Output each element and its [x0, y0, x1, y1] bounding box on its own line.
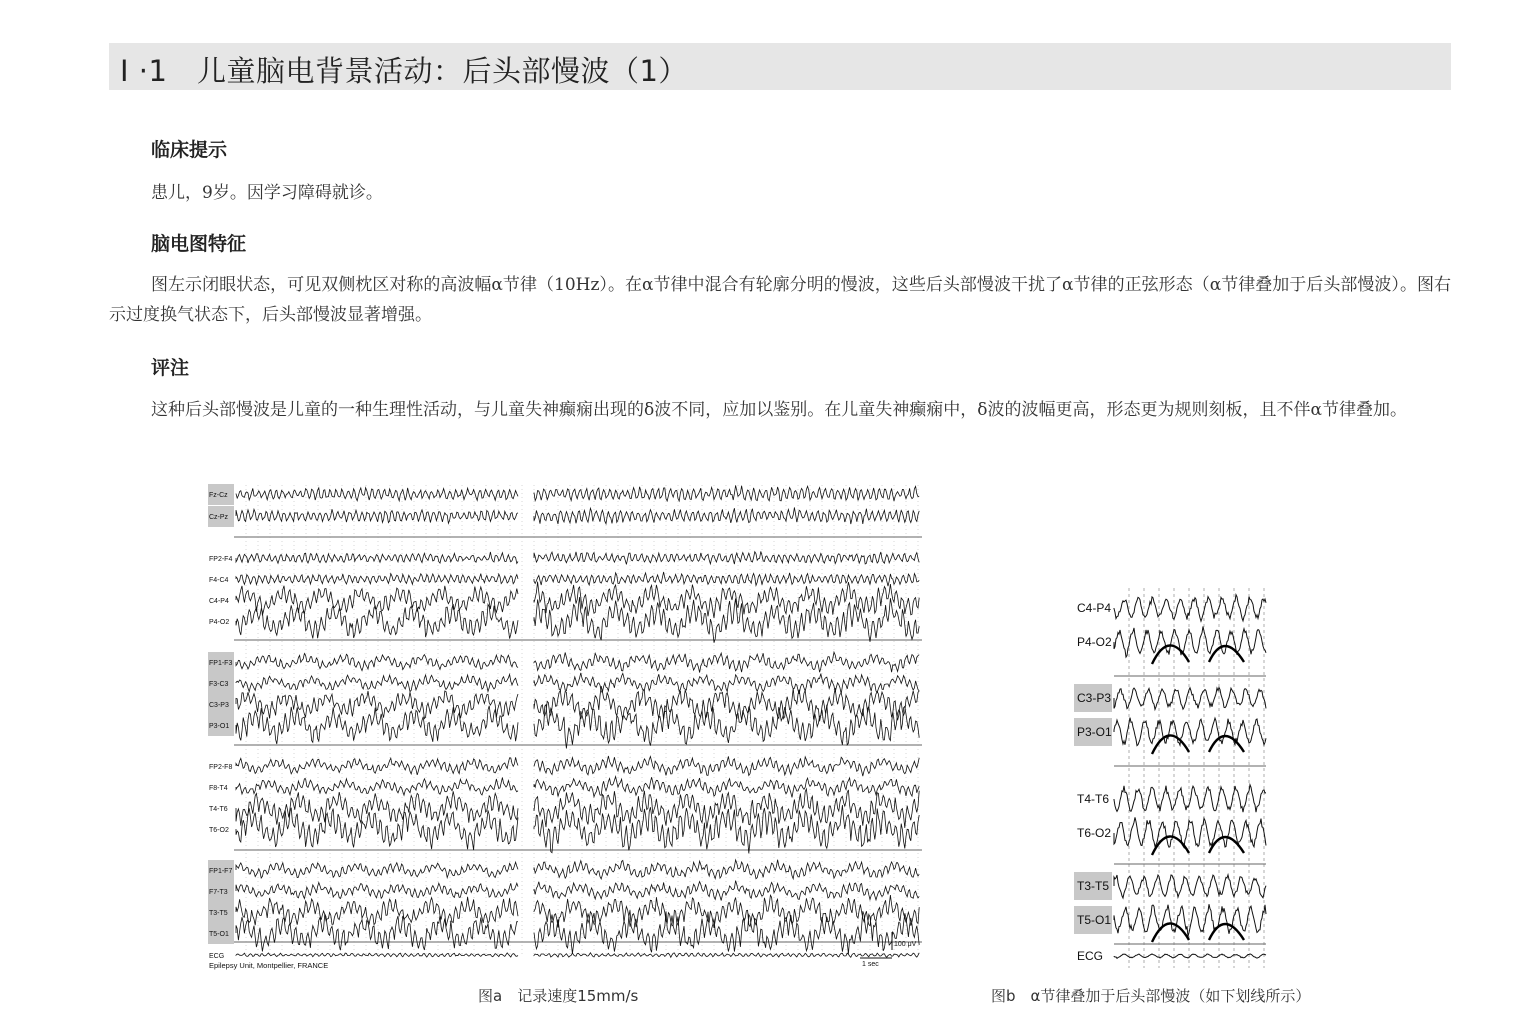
channel-label-t3-t5: T3-T5	[1077, 879, 1110, 893]
figure-b-caption: 图b α节律叠加于后头部慢波（如下划线所示）	[991, 987, 1311, 1005]
trace-left-f3-c3	[236, 674, 518, 691]
trace-c3-p3	[1114, 688, 1266, 710]
trace-t4-t6	[1114, 785, 1266, 812]
trace-right-p3-o1	[534, 705, 919, 749]
trace-right-f7-t3	[534, 881, 919, 901]
eeg-figure-a	[206, 480, 926, 972]
clinical-text: 患儿，9岁。因学习障碍就诊。	[151, 183, 383, 203]
channel-label-p4-o2: P4-O2	[1077, 635, 1112, 649]
trace-p3-o1	[1114, 718, 1266, 746]
channel-label-c4-p4: C4-P4	[1077, 601, 1112, 615]
channel-label-c3-p3: C3-P3	[1077, 691, 1112, 705]
trace-left-ecg	[236, 953, 518, 957]
trace-right-fp1-f3	[534, 652, 919, 672]
trace-left-f8-t4	[236, 778, 518, 796]
trace-left-f7-t3	[236, 883, 518, 899]
time-scale-label: 1 sec	[862, 961, 879, 968]
trace-p4-o2	[1114, 627, 1266, 658]
trace-right-ecg	[534, 953, 919, 958]
trace-right-fp1-f7	[534, 860, 919, 879]
trace-c4-p4	[1114, 595, 1266, 622]
channel-label-ecg: ECG	[1077, 949, 1104, 963]
trace-right-f4-c4	[534, 572, 919, 586]
channel-label-t4-t6: T4-T6	[209, 806, 228, 813]
eeg-features-text: 图左示闭眼状态，可见双侧枕区对称的高波幅α节律（10Hz）。在α节律中混合有轮廓分明的慢波，这些后头部慢波干扰了α节律的正弦形态（α节律叠加于后头部慢波）。图右示过度换气状态下，后头部慢波显著增强。	[109, 275, 1451, 325]
trace-left-fp1-f3	[236, 654, 518, 671]
trace-left-p3-o1	[236, 706, 518, 744]
trace-left-fp1-f7	[236, 862, 518, 878]
trace-right-fz-cz	[534, 485, 919, 501]
trace-left-fp2-f4	[236, 552, 518, 564]
channel-label-fp2-f4: FP2-F4	[209, 556, 233, 563]
figure-a-credit: Epilepsy Unit, Montpellier, FRANCE	[209, 961, 329, 970]
trace-t5-o1	[1114, 904, 1266, 936]
slow-wave-underline	[1152, 923, 1244, 942]
channel-label-c3-p3: C3-P3	[209, 702, 229, 709]
channel-label-ecg: ECG	[209, 953, 225, 960]
trace-right-cz-pz	[534, 508, 919, 525]
channel-label-t4-t6: T4-T6	[1077, 792, 1110, 806]
trace-left-p4-o2	[236, 604, 518, 639]
channel-label-fp1-f3: FP1-F3	[209, 660, 233, 667]
trace-left-t4-t6	[236, 791, 518, 825]
channel-label-cz-pz: Cz-Pz	[209, 514, 229, 521]
channel-label-p3-o1: P3-O1	[209, 723, 230, 730]
section-heading-clinical: 临床提示	[151, 139, 228, 161]
trace-left-t5-o1	[236, 914, 518, 952]
trace-t3-t5	[1114, 875, 1266, 898]
channel-label-t5-o1: T5-O1	[1077, 913, 1112, 927]
trace-right-f8-t4	[534, 777, 919, 798]
section-heading-comment: 评注	[151, 357, 190, 379]
channel-label-f3-c3: F3-C3	[209, 681, 229, 688]
comment-text: 这种后头部慢波是儿童的一种生理性活动，与儿童失神癫痫出现的δ波不同，应加以鉴别。在儿童失神癫痫中，δ波的波幅更高，形态更为规则刻板，且不伴α节律叠加。	[151, 400, 1407, 420]
eeg-figure-a-traces	[206, 480, 926, 972]
trace-left-fz-cz	[236, 488, 518, 501]
section-heading-eeg-features: 脑电图特征	[151, 233, 247, 255]
trace-right-fp2-f8	[534, 756, 919, 776]
trace-right-t3-t5	[534, 895, 919, 928]
channel-label-f8-t4: F8-T4	[209, 785, 228, 792]
channel-label-t5-o1: T5-O1	[209, 931, 229, 938]
channel-label-t3-t5: T3-T5	[209, 910, 228, 917]
trace-t6-o2	[1114, 817, 1266, 847]
channel-label-fp1-f7: FP1-F7	[209, 868, 233, 875]
trace-left-c4-p4	[236, 586, 518, 616]
trace-right-c4-p4	[534, 582, 919, 618]
channel-label-fz-cz: Fz-Cz	[209, 492, 228, 499]
channel-label-p4-o2: P4-O2	[209, 619, 230, 626]
eeg-figure-b	[1074, 584, 1268, 972]
channel-label-t6-o2: T6-O2	[209, 827, 229, 834]
trace-left-c3-p3	[236, 691, 518, 719]
channel-label-t6-o2: T6-O2	[1077, 826, 1112, 840]
figure-a-caption: 图a 记录速度15mm/s	[478, 987, 639, 1005]
channel-label-f4-c4: F4-C4	[209, 577, 229, 584]
eeg-figure-b-traces	[1074, 584, 1268, 972]
channel-label-p3-o1: P3-O1	[1077, 725, 1112, 739]
slow-wave-underline	[1152, 735, 1244, 754]
channel-label-f7-t3: F7-T3	[209, 889, 228, 896]
trace-right-f3-c3	[534, 673, 919, 694]
trace-left-cz-pz	[236, 509, 518, 523]
trace-right-fp2-f4	[534, 551, 919, 564]
amplitude-scale-label: 100 μV	[894, 941, 917, 948]
channel-label-c4-p4: C4-P4	[209, 598, 229, 605]
trace-ecg	[1114, 954, 1266, 959]
page-title: Ⅰ ·1 儿童脑电背景活动：后头部慢波（1）	[120, 54, 688, 88]
trace-left-f4-c4	[236, 574, 518, 585]
trace-right-p4-o2	[534, 597, 919, 643]
trace-left-fp2-f8	[236, 757, 518, 775]
channel-label-fp2-f8: FP2-F8	[209, 764, 233, 771]
